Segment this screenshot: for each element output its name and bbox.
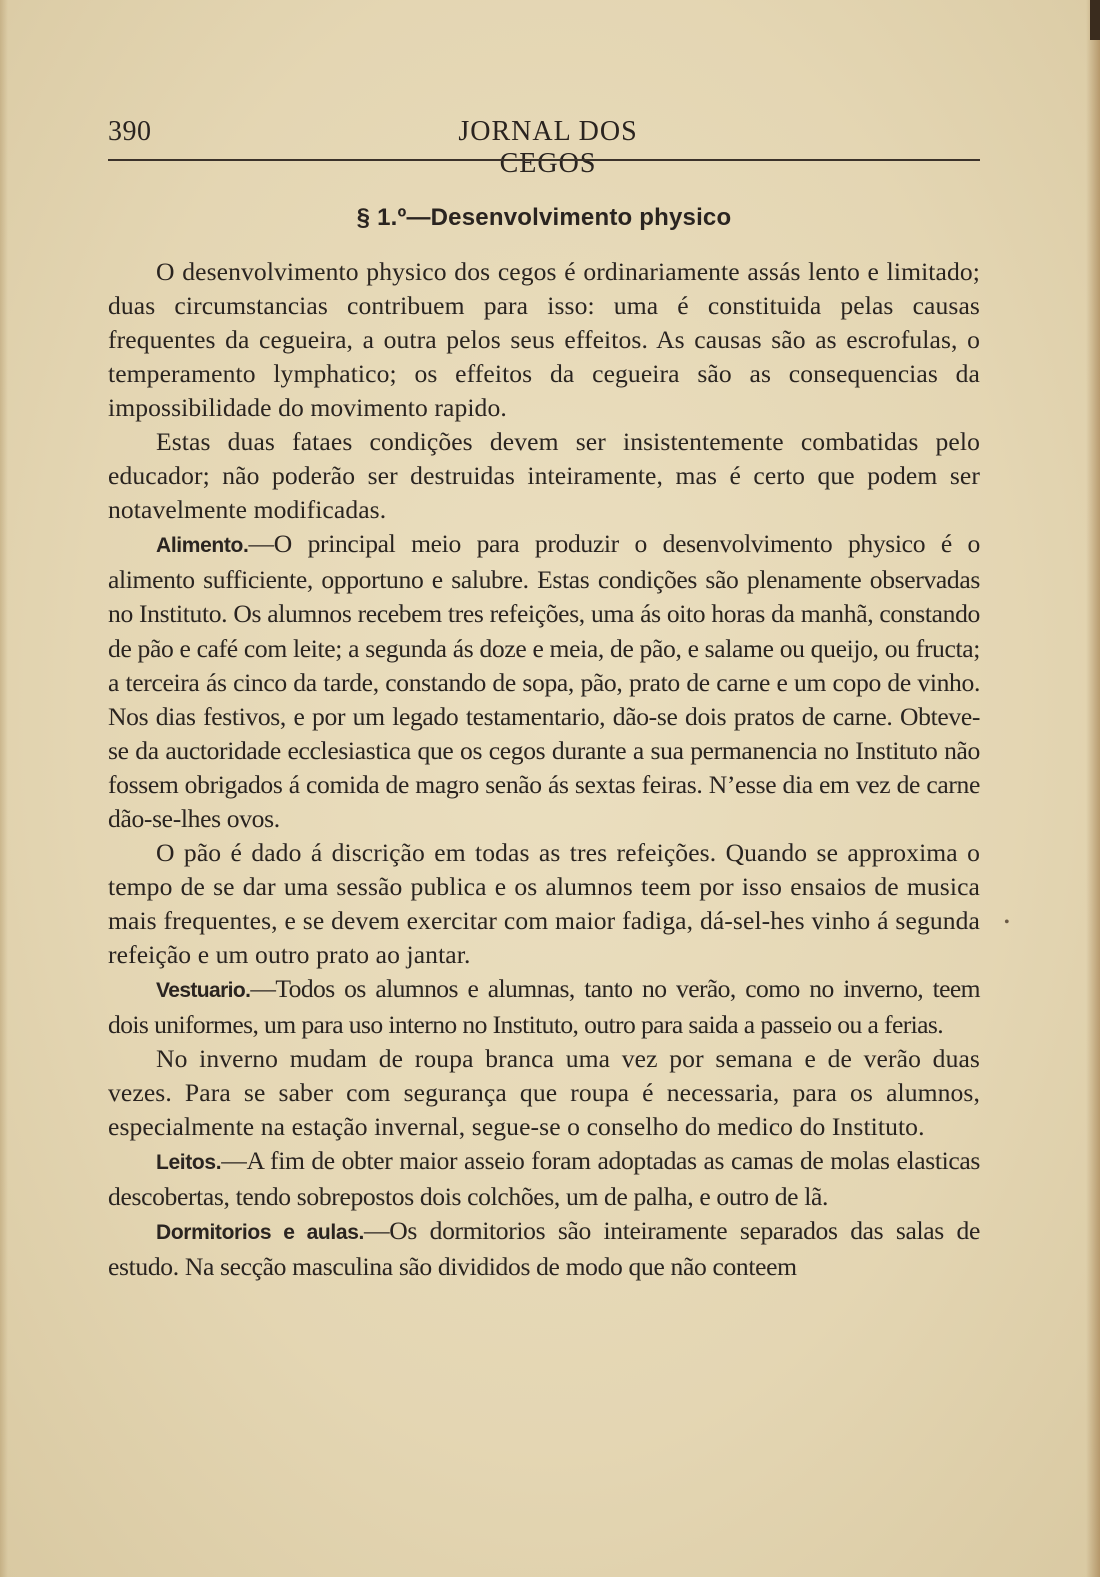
paragraph xyxy=(108,1144,980,1214)
section-heading: § 1.º—Desenvolvimento physico xyxy=(356,204,732,231)
page-number: 390 xyxy=(108,116,152,147)
running-title: JORNAL DOS CEGOS xyxy=(458,116,638,179)
run-in-heading: Vestuario. xyxy=(156,978,251,1002)
run-in-heading: Leitos. xyxy=(156,1151,222,1175)
paragraph-text: —Os dormitorios são inteiramente separados das salas de estudo. Na secção masculina são divididos de modo que não conteem xyxy=(108,1216,980,1282)
paragraph-text: —Todos os alumnos e alumnas, tanto no verão, como no inverno, teem dois uniformes, um para uso interno no Instituto, outro para saida a passeio ou a ferias. xyxy=(108,973,980,1040)
paragraph-text: —O principal meio para produzir o desenvolvimento physico é o alimento sufficiente, opportuno e salubre. Estas condições são plenamente observadas no Instituto. Os alumnos recebem tres refeições, uma ás oito horas da manhã, constando de pão e café com leite; a segunda ás doze e meia, de pão, e salame ou queijo, ou fructa; a terceira ás cinco da tarde, constando de sopa, pão, prato de carne e um copo de vinho. Nos dias festivos, e por um legado testamentario, dão-se dois pratos de carne. Obteve-se da auctoridade ecclesiastica que os cegos durante a sua permanencia no Instituto não fossem obrigados á comida de magro senão ás sextas feiras. N’esse dia em vez de carne dão-se-lhes ovos. xyxy=(108,529,980,833)
paragraph-text: No inverno mudam de roupa branca uma vez por semana e de verão duas vezes. Para se saber com segurança que roupa é necessaria, para os alumnos, especialmente na estação invernal, segue-se o conselho do medico do Instituto. xyxy=(108,1044,980,1142)
header-rule xyxy=(108,159,980,161)
paragraph-text: O desenvolvimento physico dos cegos é ordinariamente assás lento e limitado; duas circumstancias contribuem para isso: uma é constituida pelas causas frequentes da cegueira, a outra pelos seus effeitos. As causas são as escrofulas, o temperamento lymphatico; os effeitos da cegueira são as consequencias da impossibilidade do movimento rapido. xyxy=(108,257,980,423)
run-in-heading: Alimento. xyxy=(156,534,249,558)
paragraph xyxy=(108,527,980,835)
page-header xyxy=(108,116,980,179)
run-in-heading: Dormitorios e aulas. xyxy=(156,1221,365,1245)
body-text xyxy=(108,255,980,1284)
paragraph xyxy=(108,836,980,972)
paragraph xyxy=(108,1042,980,1144)
paragraph-text: —A fim de obter maior asseio foram adoptadas as camas de molas elasticas descobertas, tendo sobrepostos dois colchões, um de palha, e outro de lã. xyxy=(108,1146,980,1212)
paragraph xyxy=(108,255,980,425)
paragraph xyxy=(108,425,980,527)
page-corner-shadow xyxy=(1090,0,1100,40)
page-left-edge xyxy=(0,0,8,1577)
paragraph xyxy=(108,972,980,1042)
paragraph xyxy=(108,1214,980,1284)
paragraph-text: O pão é dado á discrição em todas as tres refeições. Quando se approxima o tempo de se dar uma sessão publica e os alumnos teem por isso ensaios de musica mais frequentes, e se devem exercitar com maior fadiga, dá-sel-hes vinho á segunda refeição e um outro prato ao jantar. xyxy=(108,837,980,969)
paragraph-text: Estas duas fataes condições devem ser insistentemente combatidas pelo educador; não poderão ser destruidas inteiramente, mas é certo que podem ser notavelmente modificadas. xyxy=(108,427,980,525)
page-right-edge xyxy=(1086,0,1100,1577)
stray-ink-mark: • xyxy=(1004,914,1010,931)
